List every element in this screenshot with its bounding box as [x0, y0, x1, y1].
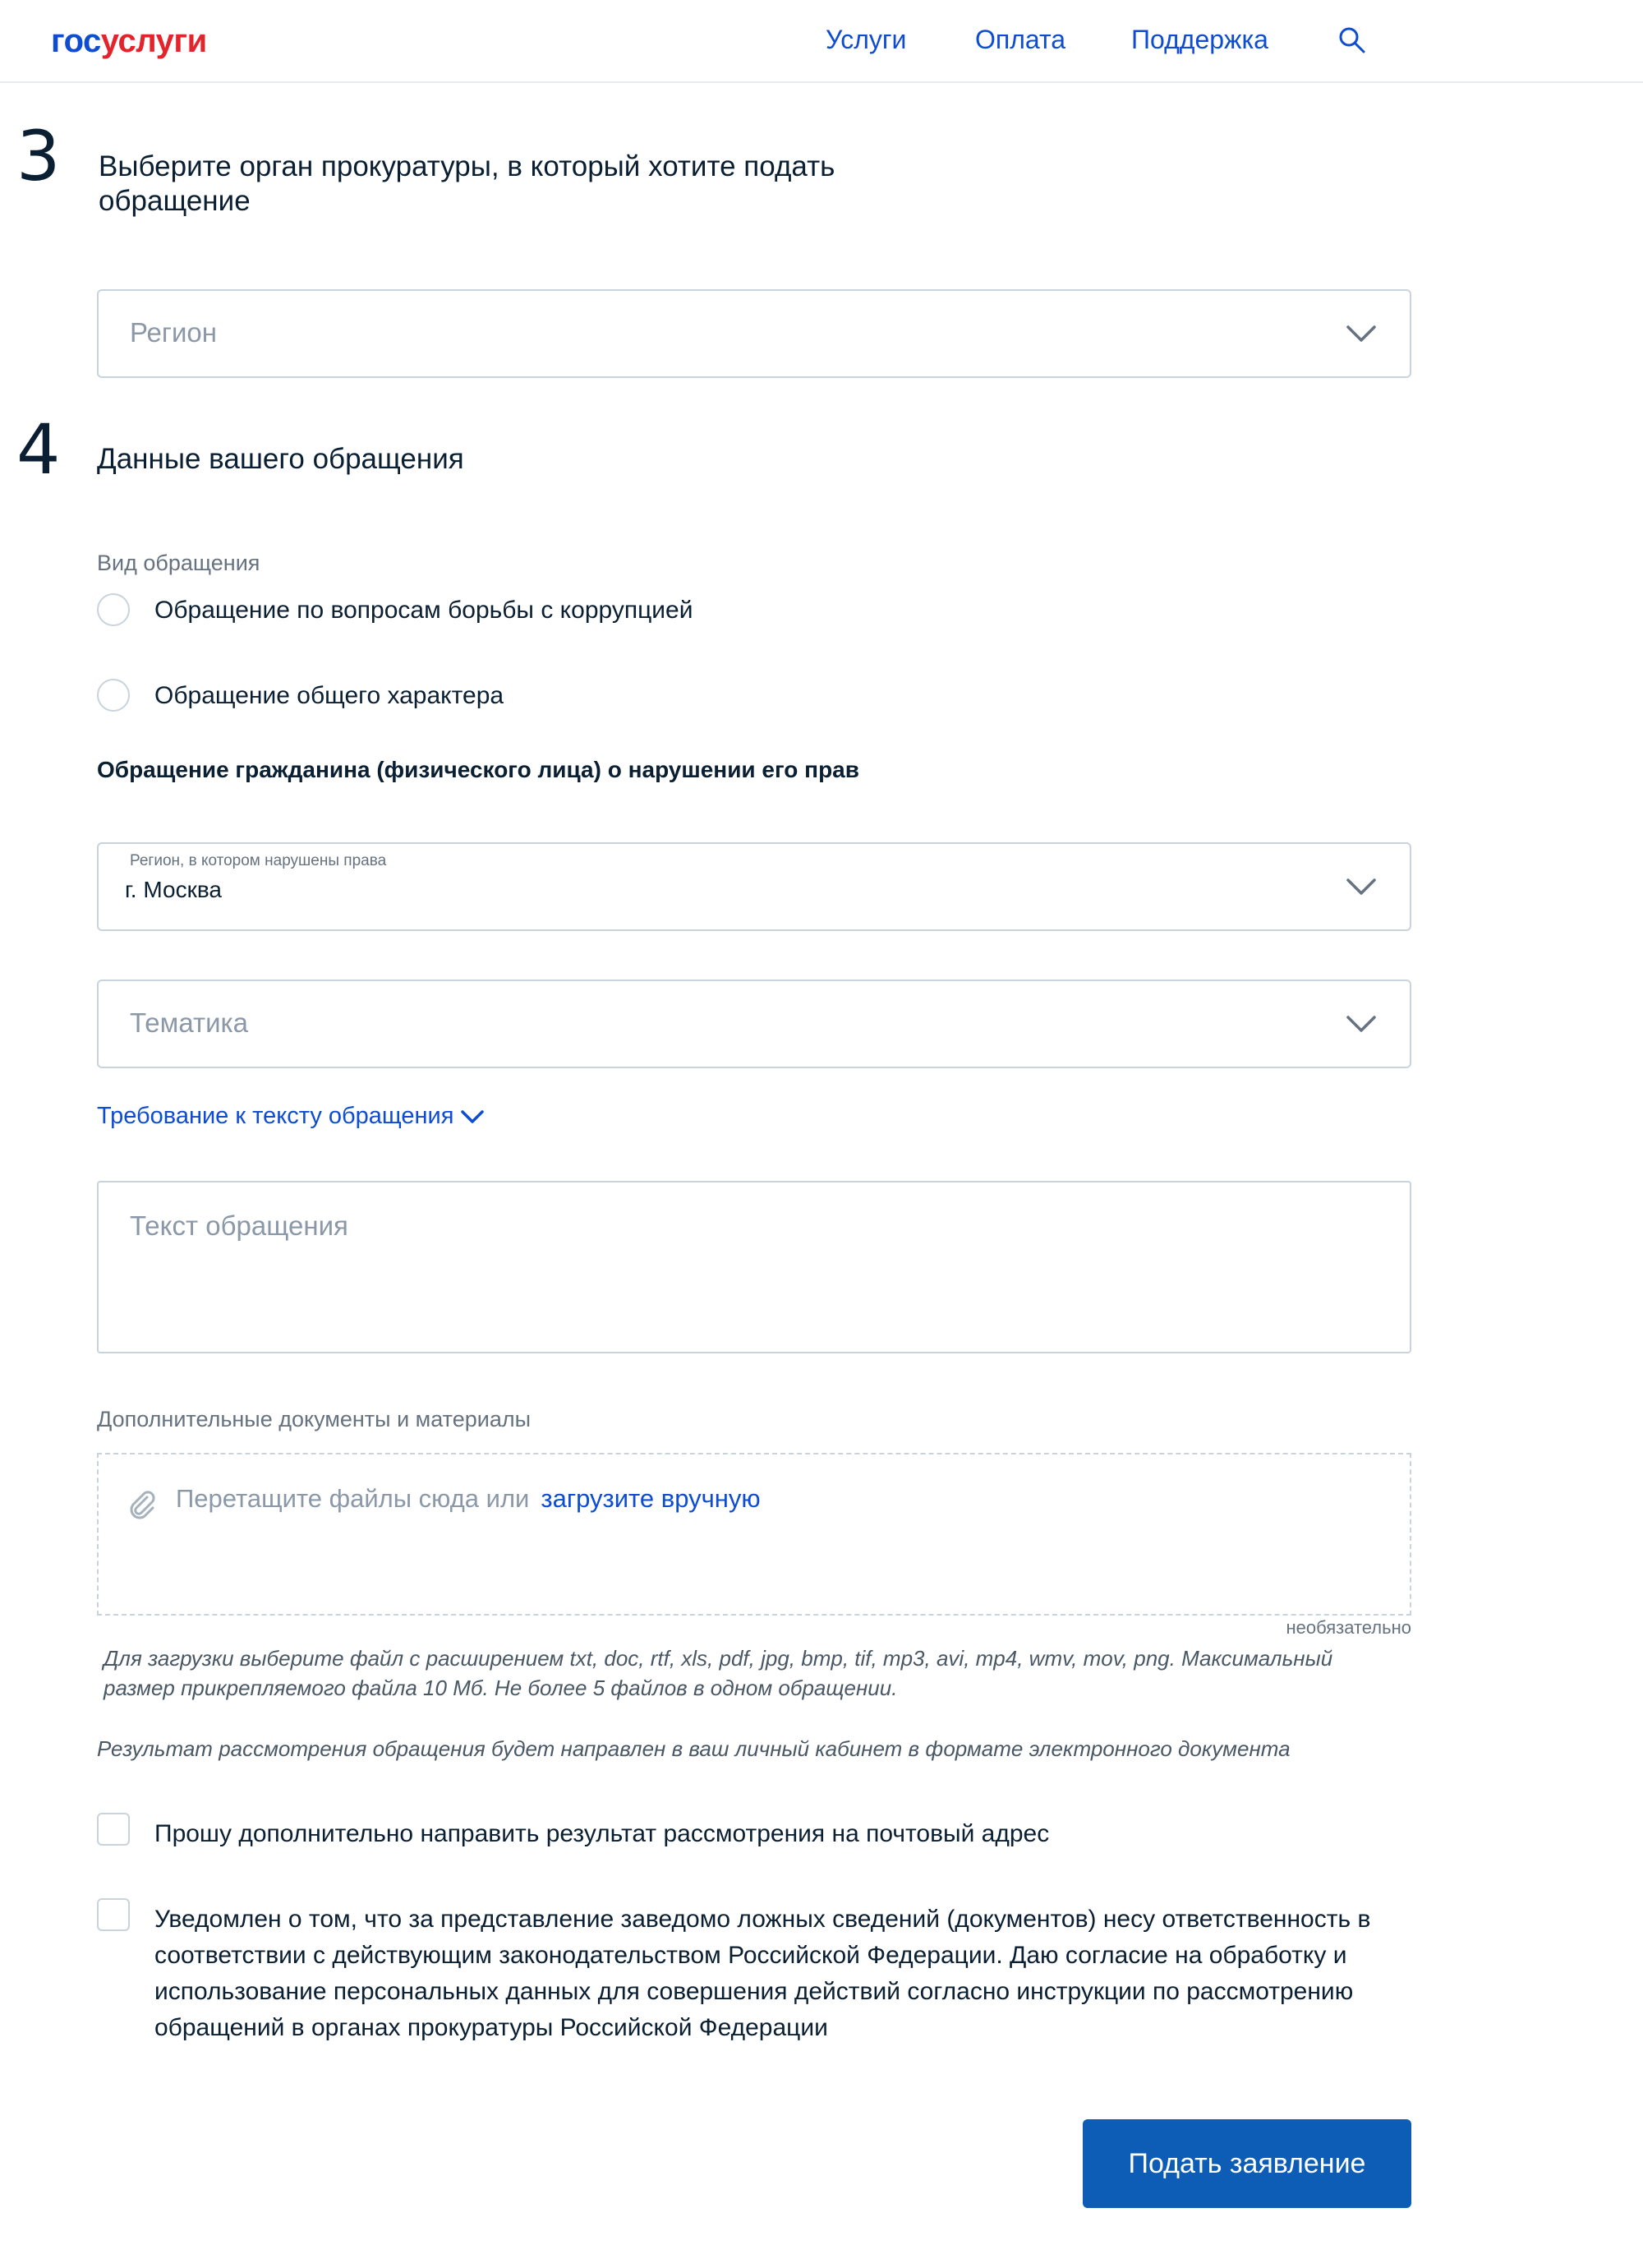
- documents-label: Дополнительные документы и материалы: [97, 1407, 532, 1431]
- violation-region-label: Регион, в котором нарушены права: [130, 852, 387, 869]
- radio-button[interactable]: [97, 593, 130, 626]
- appeal-text-placeholder: Текст обращения: [130, 1210, 348, 1241]
- radio-label-general: Обращение общего характера: [154, 682, 504, 709]
- step-3-title-line2: обращение: [99, 185, 251, 217]
- radio-button[interactable]: [97, 679, 130, 712]
- site-header: [0, 0, 1643, 83]
- postal-address-checkbox[interactable]: [97, 1813, 130, 1846]
- step-3-title-line1: Выберите орган прокуратуры, в который хотите подать: [99, 150, 835, 182]
- result-note: Результат рассмотрения обращения будет направлен в ваш личный кабинет в формате электронного документа: [97, 1736, 1291, 1761]
- upload-hint-line2: размер прикрепляемого файла 10 Мб. Не более 5 файлов в одном обращении.: [104, 1676, 898, 1700]
- chevron-down-icon: [460, 1109, 485, 1125]
- search-icon[interactable]: [1337, 25, 1367, 55]
- logo-part-gos: гос: [51, 23, 101, 59]
- violation-region-select[interactable]: [97, 842, 1411, 931]
- step-4-title: Данные вашего обращения: [97, 443, 464, 475]
- paperclip-icon: [125, 1487, 158, 1520]
- dropzone-instruction: Перетащите файлы сюда или: [176, 1484, 530, 1513]
- region-placeholder: Регион: [130, 317, 217, 348]
- upload-hint: [104, 1643, 1332, 1703]
- consent-line-3: использование персональных данных для совершения действий согласно инструкции по рассмотрению: [154, 1978, 1354, 2005]
- gosuslugi-logo[interactable]: [51, 23, 207, 60]
- submit-application-button[interactable]: Подать заявление: [1083, 2119, 1411, 2208]
- consent-line-4: обращений в органах прокуратуры Российской Федерации: [154, 2014, 828, 2041]
- violation-region-value: г. Москва: [125, 877, 222, 902]
- consent-line-2: соответствии с действующим законодательством Российской Федерации. Даю согласие на обработку и: [154, 1942, 1347, 1969]
- postal-address-label: Прошу дополнительно направить результат рассмотрения на почтовый адрес: [154, 1820, 1050, 1847]
- requirements-toggle-link[interactable]: [97, 1103, 485, 1130]
- radio-label-corruption: Обращение по вопросам борьбы с коррупцией: [154, 597, 693, 624]
- chevron-down-icon: [1346, 1014, 1377, 1034]
- upload-manually-link[interactable]: загрузите вручную: [541, 1484, 761, 1513]
- dropzone-text: [176, 1484, 761, 1514]
- nav-link-services[interactable]: Услуги: [826, 25, 907, 54]
- step-3-title: [99, 150, 835, 219]
- requirements-link-text: Требование к тексту обращения: [97, 1103, 454, 1129]
- consent-line-1: Уведомлен о том, что за представление заведомо ложных сведений (документов) несу ответственность в: [154, 1906, 1371, 1933]
- citizen-appeal-heading: Обращение гражданина (физического лица) о нарушении его прав: [97, 757, 859, 782]
- file-dropzone[interactable]: [97, 1453, 1411, 1616]
- consent-checkbox[interactable]: [97, 1898, 130, 1931]
- step-number-4: 4: [16, 409, 59, 490]
- appeal-type-label: Вид обращения: [97, 551, 260, 575]
- optional-label: необязательно: [1286, 1617, 1411, 1638]
- logo-part-uslugi: услуги: [100, 23, 207, 59]
- topic-placeholder: Тематика: [130, 1007, 249, 1038]
- upload-hint-line1: Для загрузки выберите файл с расширением txt, doc, rtf, xls, pdf, jpg, bmp, tif, mp3, avi, mp4, wmv, mov, png. Максимальный: [104, 1646, 1333, 1671]
- nav-link-support[interactable]: Поддержка: [1131, 25, 1268, 54]
- step-number-3: 3: [16, 116, 59, 196]
- nav-link-payment[interactable]: Оплата: [975, 25, 1066, 54]
- consent-label: [154, 1902, 1370, 2046]
- chevron-down-icon: [1346, 324, 1377, 343]
- topic-select[interactable]: [97, 980, 1411, 1068]
- prosecutor-region-select[interactable]: [97, 289, 1411, 378]
- appeal-text-field[interactable]: [97, 1181, 1411, 1353]
- chevron-down-icon: [1346, 877, 1377, 897]
